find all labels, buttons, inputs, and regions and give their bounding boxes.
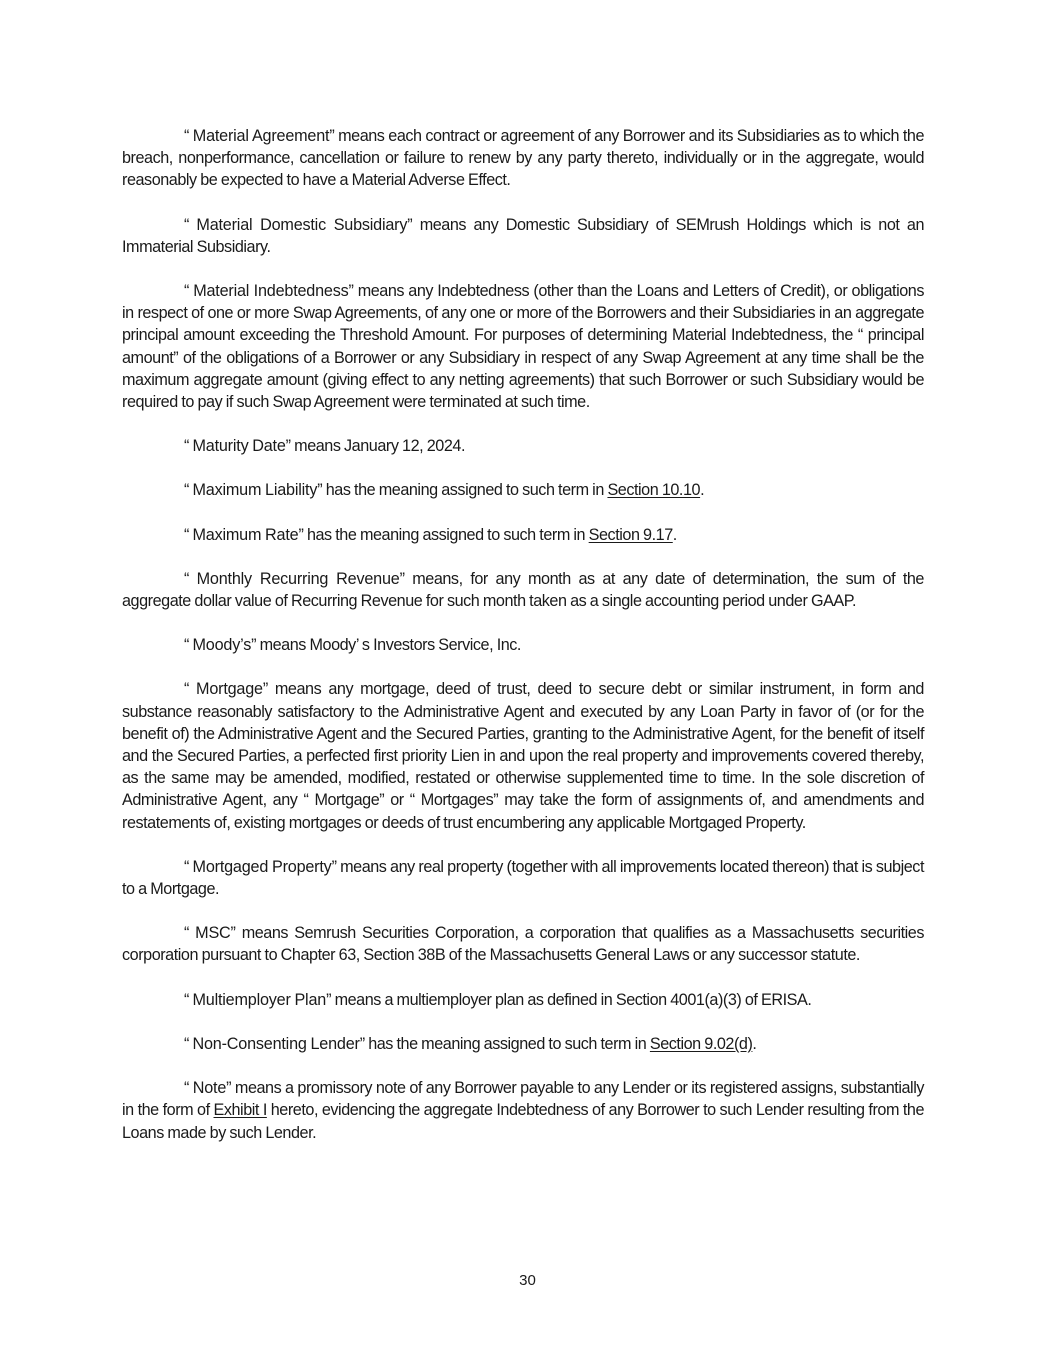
definition-note xyxy=(122,1077,924,1144)
open-quote: “ xyxy=(184,636,193,655)
section-reference-link[interactable]: Section 9.02(d) xyxy=(649,1034,753,1053)
open-quote: “ xyxy=(184,857,193,876)
exhibit-reference-link[interactable]: Exhibit I xyxy=(213,1101,267,1120)
defined-term: Monthly Recurring Revenue xyxy=(196,569,400,588)
definition-text: means, for any month as at any date of determination, the sum of the aggregate dollar value of Recurring Revenue for such month taken as a single accounting period under GAAP. xyxy=(122,569,924,611)
definition-text-end: . xyxy=(700,481,705,500)
definition-text: means any real property (together with all improvements located thereon) that is subject to a Mortgage. xyxy=(122,857,924,899)
open-quote: “ xyxy=(184,924,196,943)
defined-term: Material Agreement xyxy=(192,127,330,145)
close-quote: ” xyxy=(317,481,323,500)
open-quote: “ xyxy=(184,215,197,234)
close-quote: ” xyxy=(331,857,337,876)
close-quote: ” xyxy=(226,1079,232,1098)
section-reference-link[interactable]: Section 10.10 xyxy=(607,481,701,500)
defined-term: Moody’s xyxy=(192,636,252,655)
defined-term: Maximum Rate xyxy=(192,525,299,544)
close-quote: ” xyxy=(407,215,413,234)
definition-maturity-date xyxy=(122,435,924,457)
definition-text: means January 12, 2024. xyxy=(290,437,465,456)
definition-material-domestic-subsidiary xyxy=(122,214,924,258)
definition-text: has the meaning assigned to such term in xyxy=(322,481,608,500)
definition-text: means any Indebtedness (other than the Loans and Letters of Credit), or obligations in respect of one or more Swap Agreements, of any one or more of the Borrowers and their Subsidiaries in an aggregate principal amount exceeding the Threshold Amount. For purposes of determining Material Indebtedness, the “ principal amount” of the obligations of a Borrower or any Subsidiary in respect of any Swap Agreement at any time shall be the maximum aggregate amount (giving effect to any netting agreements) that such Borrower or such Subsidiary would be required to pay if such Swap Agreement were terminated at such time. xyxy=(122,282,924,412)
defined-term: Maximum Liability xyxy=(192,481,318,500)
definition-maximum-liability xyxy=(122,479,924,501)
section-reference-link[interactable]: Section 9.17 xyxy=(588,525,673,544)
close-quote: ” xyxy=(251,636,257,655)
close-quote: ” xyxy=(285,437,291,456)
open-quote: “ xyxy=(184,1079,193,1098)
close-quote: ” xyxy=(399,569,405,588)
defined-term: Material Domestic Subsidiary xyxy=(196,215,408,234)
defined-term: Mortgaged Property xyxy=(192,857,332,876)
definition-monthly-recurring-revenue xyxy=(122,568,924,612)
close-quote: ” xyxy=(348,282,354,301)
definition-text: means a multiemployer plan as defined in Section 4001(a)(3) of ERISA. xyxy=(331,990,812,1009)
definition-mortgage xyxy=(122,678,924,833)
defined-term: Mortgage xyxy=(196,680,263,699)
close-quote: ” xyxy=(359,1034,365,1053)
definition-text-end: hereto, evidencing the aggregate Indebtedness of any Borrower to such Lender resulting from the Loans made by such Lender. xyxy=(122,1101,924,1142)
definition-material-indebtedness xyxy=(122,280,924,413)
definition-text: means each contract or agreement of any Borrower and its Subsidiaries as to which the breach, nonperformance, cancellation or failure to renew by any party thereto, individually or in the aggregate, would reasonably be expected to have a Material Adverse Effect. xyxy=(122,127,924,190)
open-quote: “ xyxy=(184,525,193,544)
definition-text: has the meaning assigned to such term in xyxy=(364,1034,650,1053)
open-quote: “ xyxy=(184,127,193,145)
open-quote: “ xyxy=(184,990,193,1009)
open-quote: “ xyxy=(184,437,193,456)
defined-term: Multiemployer Plan xyxy=(192,990,327,1009)
definition-text: means Semrush Securities Corporation, a corporation that qualifies as a Massachusetts securities corporation pursuant to Chapter 63, Section 38B of the Massachusetts General Laws or any successor statute. xyxy=(122,924,924,965)
definition-moodys xyxy=(122,634,924,656)
definition-non-consenting-lender xyxy=(122,1033,924,1055)
definition-multiemployer-plan xyxy=(122,989,924,1011)
definition-text: means any mortgage, deed of trust, deed to secure debt or similar instrument, in form and substance reasonably satisfactory to the Administrative Agent and executed by any Loan Party in favor of (or for the benefit of) the Administrative Agent and the Secured Parties, granting to the Administrative Agent, for the benefit of itself and the Secured Parties, a perfected first priority Lien in and upon the real property and improvements covered thereby, as the same may be amended, modified, restated or otherwise supplemented time to time. In the sole discretion of Administrative Agent, any “ Mortgage” or “ Mortgages” may take the form of assignments of, and amendments and restatements of, existing mortgages or deeds of trust encumbering any applicable Mortgaged Property. xyxy=(122,680,924,832)
definition-text: means a promissory note of any Borrower payable to any Lender or its registered assigns, substantially in the form of xyxy=(122,1079,924,1120)
close-quote: ” xyxy=(230,924,236,943)
close-quote: ” xyxy=(262,680,268,699)
defined-term: Material Indebtedness xyxy=(193,282,349,301)
open-quote: “ xyxy=(184,569,197,588)
open-quote: “ xyxy=(184,680,197,699)
defined-term: Maturity Date xyxy=(192,437,286,456)
definition-mortgaged-property xyxy=(122,856,924,900)
definition-maximum-rate xyxy=(122,524,924,546)
defined-term: Note xyxy=(192,1079,227,1098)
defined-term: MSC xyxy=(195,924,231,943)
close-quote: ” xyxy=(326,990,332,1009)
defined-term: Non-Consenting Lender xyxy=(192,1034,360,1053)
definition-material-agreement xyxy=(122,125,924,192)
close-quote: ” xyxy=(329,127,335,145)
definition-text: has the meaning assigned to such term in xyxy=(303,525,589,544)
definition-text-end: . xyxy=(672,525,677,544)
definition-text-end: . xyxy=(752,1034,757,1053)
page-number: 30 xyxy=(519,1272,536,1289)
definition-msc xyxy=(122,922,924,966)
open-quote: “ xyxy=(184,481,193,500)
open-quote: “ xyxy=(184,1034,193,1053)
document-page xyxy=(122,125,924,1166)
close-quote: ” xyxy=(298,525,304,544)
definition-text: means Moody’ s Investors Service, Inc. xyxy=(256,636,521,655)
open-quote: “ xyxy=(184,282,194,301)
definition-text: means any Domestic Subsidiary of SEMrush Holdings which is not an Immaterial Subsidiary. xyxy=(122,215,924,256)
